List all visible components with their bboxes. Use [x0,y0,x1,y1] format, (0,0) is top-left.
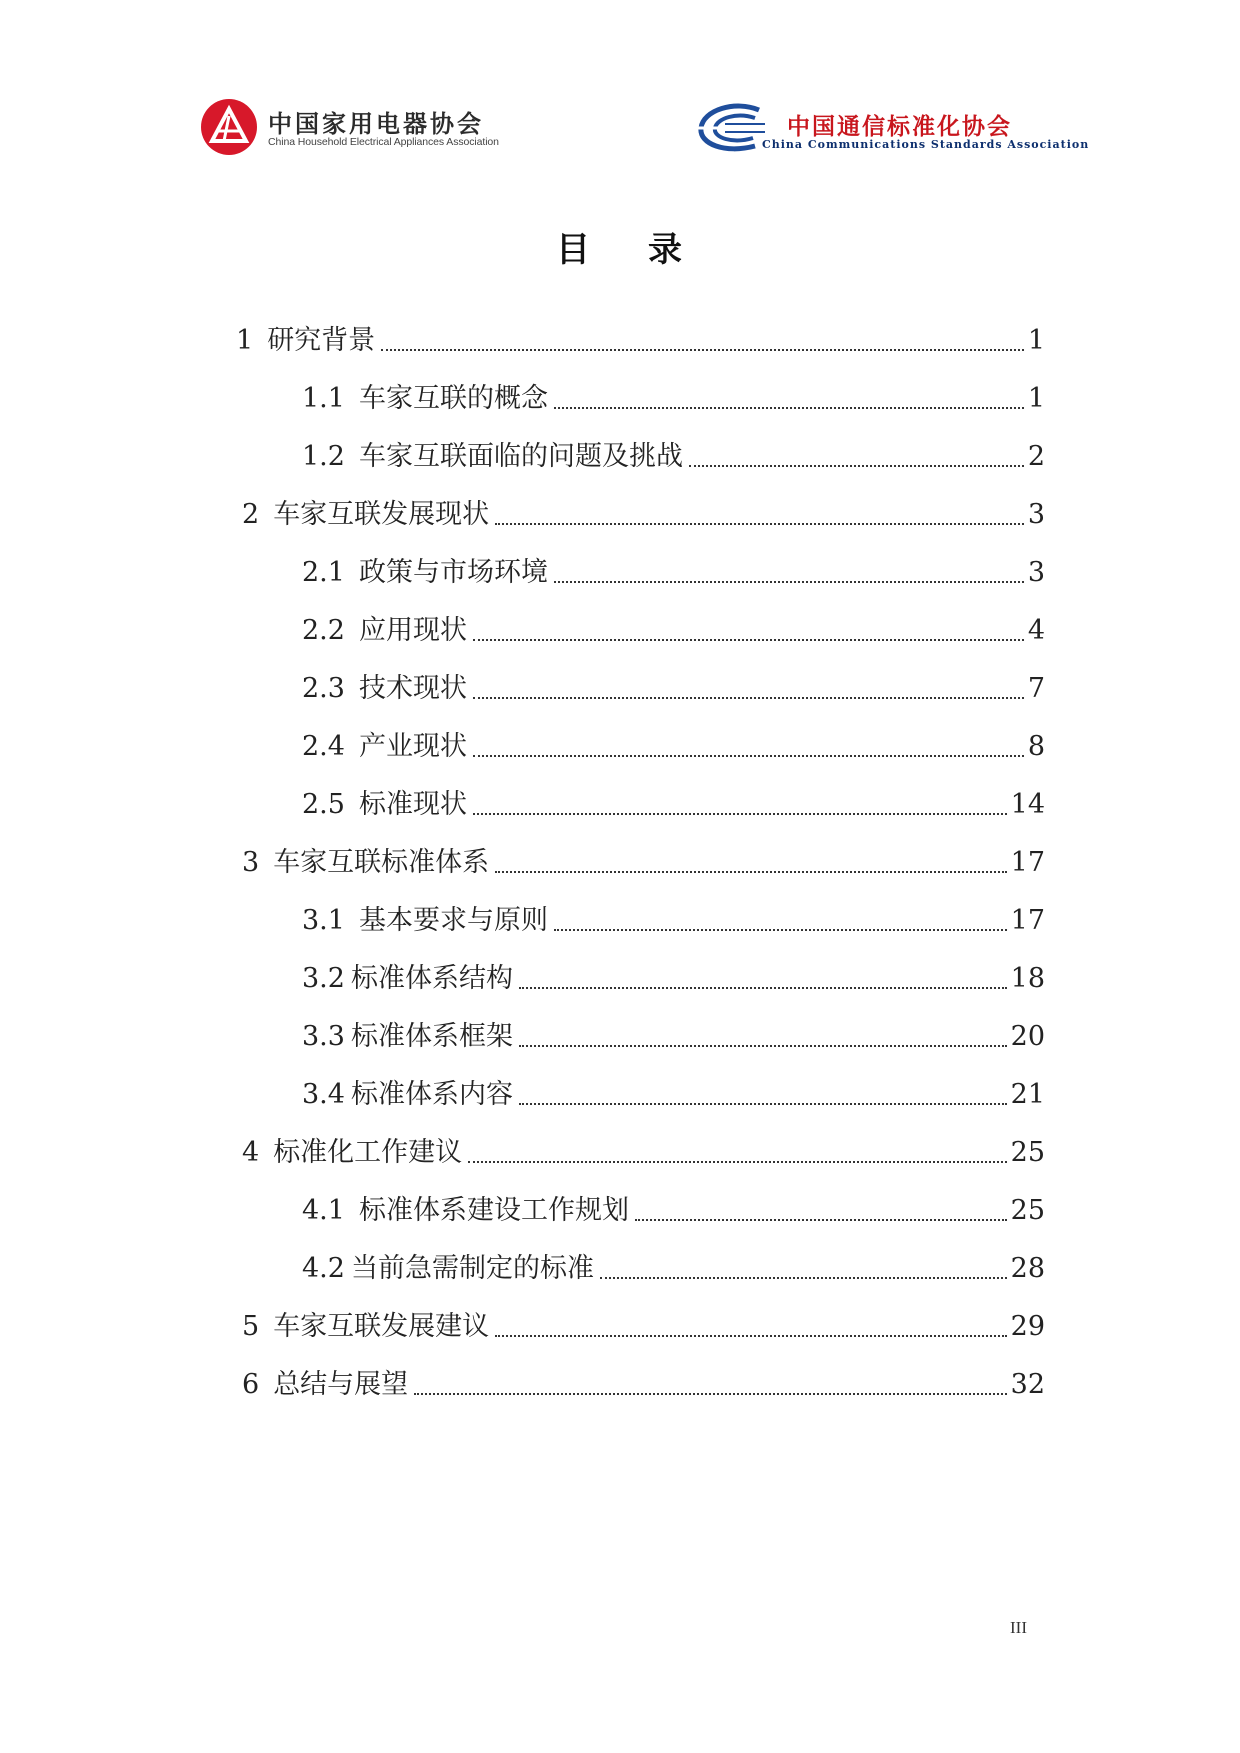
toc-entry-label: 基本要求与原则 [358,905,548,936]
toc-entry[interactable] [302,898,1045,938]
toc-entry-label: 应用现状 [358,615,467,646]
toc-entry-page: 17 [1010,847,1045,878]
page-header [0,96,1240,166]
toc-entry-page: 21 [1010,1079,1045,1110]
toc-leader-dots [495,870,1006,873]
toc-leader-dots [473,754,1024,757]
toc-entry-number: 4 [242,1137,260,1168]
cheaa-logo [200,96,500,162]
toc-entry[interactable] [302,1188,1045,1228]
toc-entry-page: 18 [1010,963,1045,994]
toc-entry-page: 25 [1010,1195,1045,1226]
toc-entry-number: 6 [242,1369,260,1400]
toc-entry-page: 3 [1027,499,1045,530]
toc-entry-label: 标准体系建设工作规划 [358,1195,629,1226]
toc-entry-number: 2 [242,499,260,530]
toc-entry[interactable] [302,434,1045,474]
toc-entry-number: 1.2 [302,441,345,472]
page-title [0,222,1240,271]
toc-entry-label: 标准化工作建议 [273,1137,463,1168]
toc-entry-page: 4 [1027,615,1045,646]
cheaa-name-en: China Household Electrical Appliances Association [268,136,499,148]
toc-entry-page: 1 [1027,383,1045,414]
toc-entry[interactable] [242,840,1045,880]
toc-entry-number: 5 [242,1311,260,1342]
toc-leader-dots [519,1044,1007,1047]
page-number: III [1010,1618,1027,1637]
toc-entry[interactable] [302,550,1045,590]
toc-leader-dots [554,580,1024,583]
toc-entry[interactable] [242,492,1045,532]
toc-entry-number: 4.1 [302,1195,345,1226]
toc-entry-label: 当前急需制定的标准 [350,1253,594,1284]
title-char-2: 录 [648,230,684,270]
toc-entry-page: 1 [1027,325,1045,356]
cheaa-name-cn: 中国家用电器协会 [268,110,484,138]
toc-entry-number: 4.2 [302,1253,345,1284]
toc-entry[interactable] [302,1246,1045,1286]
toc-leader-dots [519,1102,1007,1105]
toc-entry-page: 17 [1010,905,1045,936]
toc-entry-page: 14 [1010,789,1045,820]
toc-entry-label: 车家互联标准体系 [273,847,490,878]
toc-entry[interactable] [302,724,1045,764]
toc-entry-page: 20 [1010,1021,1045,1052]
toc-entry-page: 2 [1027,441,1045,472]
toc-entry-label: 标准现状 [358,789,467,820]
toc-entry-number: 3.1 [302,905,345,936]
toc-leader-dots [519,986,1007,989]
toc-entry-number: 2.3 [302,673,345,704]
toc-entry[interactable] [302,1014,1045,1054]
toc-entry-label: 总结与展望 [273,1369,409,1400]
toc-entry-number: 2.5 [302,789,345,820]
toc-entry[interactable] [236,318,1045,358]
toc-entry-number: 3.4 [302,1079,345,1110]
toc-entry-label: 产业现状 [358,731,467,762]
toc-entry-number: 3 [242,847,260,878]
toc-leader-dots [495,522,1024,525]
toc-entry-page: 32 [1010,1369,1045,1400]
toc-entry-label: 标准体系结构 [350,963,513,994]
toc-entry[interactable] [242,1304,1045,1344]
toc-leader-dots [414,1392,1006,1395]
toc-entry[interactable] [302,376,1045,416]
toc-leader-dots [473,696,1024,699]
toc-entry-number: 2.4 [302,731,345,762]
toc-entry[interactable] [302,608,1045,648]
toc-entry-page: 7 [1027,673,1045,704]
toc-entry-number: 3.3 [302,1021,345,1052]
ccsa-emblem-icon [695,102,767,154]
cheaa-emblem-icon [200,98,258,156]
ccsa-logo [695,96,1090,162]
toc-leader-dots [473,812,1007,815]
toc-entry-number: 1 [236,325,254,356]
toc-entry[interactable] [302,956,1045,996]
toc-entry-label: 车家互联的概念 [358,383,548,414]
toc-leader-dots [554,928,1007,931]
toc-entry-label: 技术现状 [358,673,467,704]
toc-entry-page: 3 [1027,557,1045,588]
toc-leader-dots [468,1160,1006,1163]
toc-entry-label: 标准体系内容 [350,1079,513,1110]
toc-leader-dots [495,1334,1006,1337]
toc-entry[interactable] [242,1362,1045,1402]
toc-entry-label: 车家互联发展现状 [273,499,490,530]
toc-entry-page: 25 [1010,1137,1045,1168]
toc-leader-dots [554,406,1024,409]
toc-entry[interactable] [242,1130,1045,1170]
toc-entry[interactable] [302,666,1045,706]
toc-entry-label: 车家互联面临的问题及挑战 [358,441,683,472]
toc-leader-dots [600,1276,1007,1279]
toc-entry-number: 2.2 [302,615,345,646]
toc-entry[interactable] [302,1072,1045,1112]
toc-leader-dots [473,638,1024,641]
toc-entry-number: 3.2 [302,963,345,994]
toc-entry-number: 2.1 [302,557,345,588]
toc-entry[interactable] [302,782,1045,822]
toc-entry-page: 28 [1010,1253,1045,1284]
toc-entry-label: 标准体系框架 [350,1021,513,1052]
title-char-1: 目 [556,230,592,270]
toc-entry-number: 1.1 [302,383,345,414]
ccsa-name-cn: 中国通信标准化协会 [787,114,1012,140]
toc-leader-dots [381,348,1024,351]
toc-entry-label: 车家互联发展建议 [273,1311,490,1342]
toc-leader-dots [689,464,1024,467]
toc-entry-label: 研究背景 [267,325,376,356]
ccsa-name-en: China Communications Standards Association [762,138,1090,151]
toc-entry-label: 政策与市场环境 [358,557,548,588]
toc-entry-page: 29 [1010,1311,1045,1342]
toc-entry-page: 8 [1027,731,1045,762]
toc-leader-dots [635,1218,1007,1221]
